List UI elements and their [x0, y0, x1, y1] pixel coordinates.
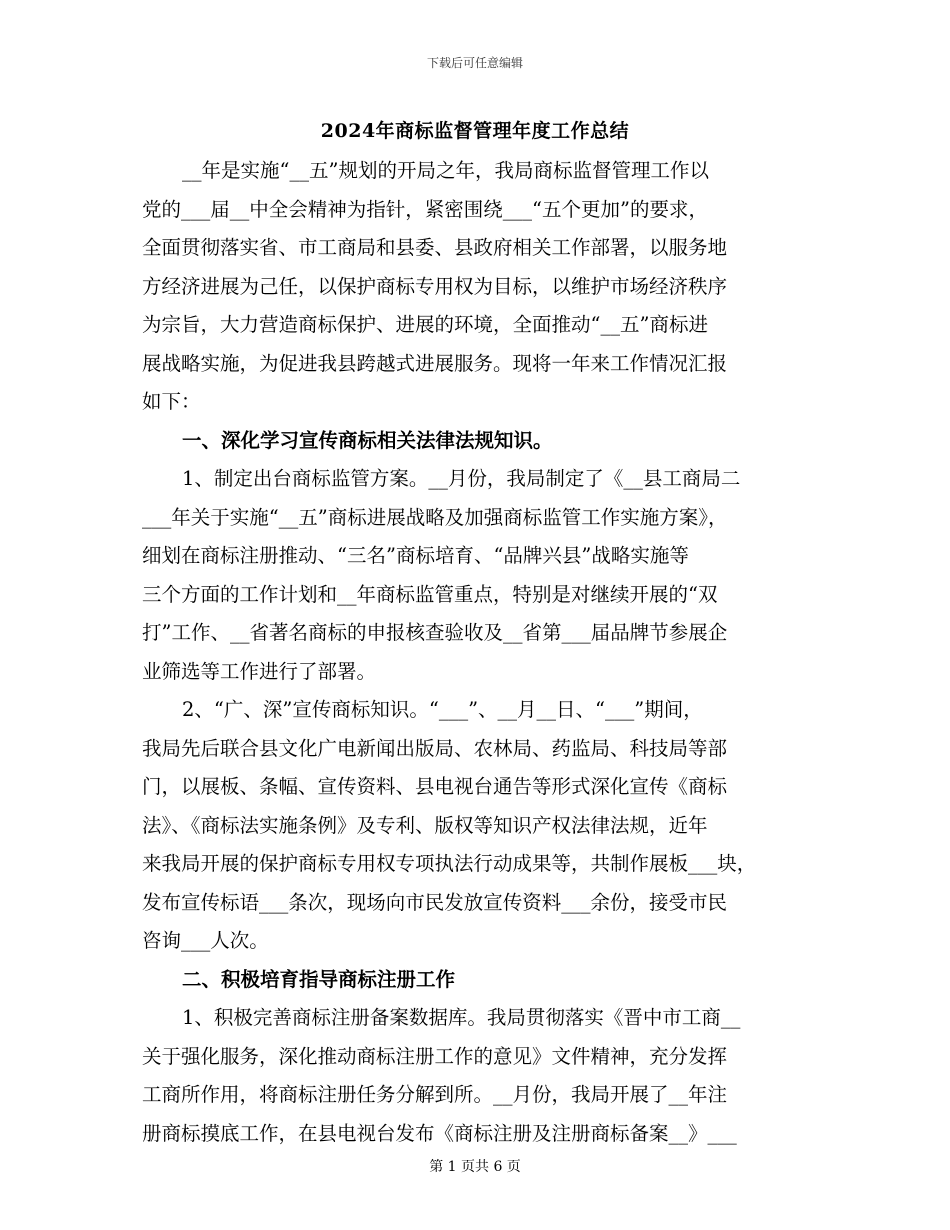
section-heading: 一、深化学习宣传商标相关法律法规知识。	[182, 428, 553, 452]
body-line: 细划在商标注册推动、“三名”商标培育、“品牌兴县”战略实施等	[142, 544, 689, 567]
body-line: 1、积极完善商标注册备案数据库。我局贯彻落实《晋中市工商__	[182, 1006, 741, 1029]
body-line: 三个方面的工作计划和__年商标监管重点，特别是对继续开展的“双	[142, 582, 718, 606]
body-line: 展战略实施，为促进我县跨越式进展服务。现将一年来工作情况汇报	[142, 351, 728, 375]
body-line: 全面贯彻落实省、市工商局和县委、县政府相关工作部署，以服务地	[142, 236, 728, 259]
body-line: 如下：	[142, 390, 201, 413]
body-line: 业筛选等工作进行了部署。	[142, 659, 377, 683]
body-line: 咨询___人次。	[142, 929, 269, 952]
body-line: 来我局开展的保护商标专用权专项执法行动成果等，共制作展板___块，	[142, 852, 757, 875]
body-line: 方经济进展为己任，以保护商标专用权为目标，以维护市场经济秩序	[142, 274, 728, 298]
body-line: 我局先后联合县文化广电新闻出版局、农林局、药监局、科技局等部	[142, 736, 728, 760]
body-line: 工商所作用，将商标注册任务分解到所。__月份，我局开展了__年注	[142, 1083, 728, 1106]
body-line: 法》、《商标法实施条例》及专利、版权等知识产权法律法规，近年	[142, 813, 708, 837]
section-heading: 二、积极培育指导商标注册工作	[182, 967, 456, 991]
body-line: 2、“广、深”宣传商标知识。“___”、__月__日、“___”期间，	[182, 698, 703, 721]
body-line: __年是实施“__五”规划的开局之年，我局商标监督管理工作以	[182, 159, 709, 182]
body-line: 册商标摸底工作，在县电视台发布《商标注册及注册商标备案__》___	[142, 1121, 737, 1145]
body-line: 1、制定出台商标监管方案。__月份，我局制定了《__县工商局二	[182, 467, 741, 490]
header-watermark: 下载后可任意编辑	[426, 56, 523, 70]
document-title: 2024年商标监督管理年度工作总结	[320, 120, 630, 142]
body-line: 打”工作、__省著名商标的申报核查验收及__省第___届品牌节参展企	[142, 621, 728, 644]
body-line: ___年关于实施“__五”商标进展战略及加强商标监管工作实施方案》，	[142, 505, 728, 529]
body-line: 门，以展板、条幅、宣传资料、县电视台通告等形式深化宣传《商标	[142, 775, 728, 798]
body-line: 发布宣传标语___条次，现场向市民发放宣传资料___余份，接受市民	[142, 890, 728, 914]
body-line: 党的___届__中全会精神为指针，紧密围绕___“五个更加”的要求，	[142, 197, 708, 221]
body-line: 为宗旨，大力营造商标保护、进展的环境，全面推动“__五”商标进	[142, 313, 708, 336]
body-line: 关于强化服务，深化推动商标注册工作的意见》文件精神，充分发挥	[142, 1044, 728, 1068]
page-number: 第 1 页共 6 页	[429, 1159, 521, 1175]
document-body	[142, 152, 814, 1153]
